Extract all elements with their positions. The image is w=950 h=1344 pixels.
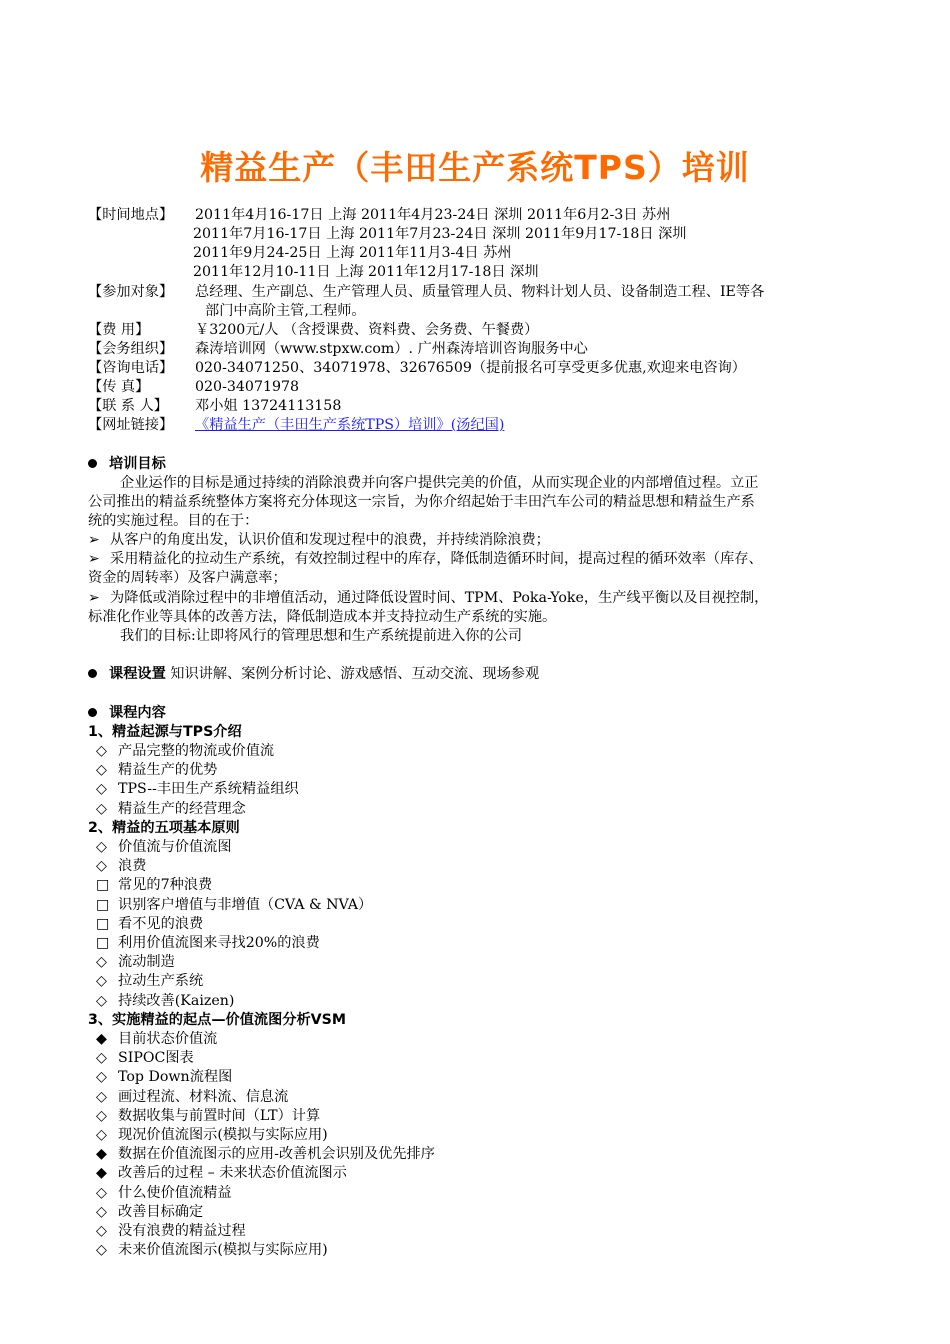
phone-label: 【咨询电话】 <box>88 360 174 376</box>
organizer-label: 【会务组织】 <box>88 341 174 357</box>
list-item-text: SIPOC图表 <box>118 1050 194 1067</box>
list-item-text: 改善目标确定 <box>118 1203 204 1220</box>
list-item <box>96 1049 194 1068</box>
diamond-icon: ◇ <box>96 1069 107 1086</box>
list-item-text: 看不见的浪费 <box>118 915 204 932</box>
diamond-icon: ◇ <box>96 781 107 798</box>
list-item-text: Top Down流程图 <box>118 1069 233 1086</box>
list-item <box>96 896 372 915</box>
bullet-icon <box>88 669 97 678</box>
list-item <box>96 953 175 972</box>
list-item-text: 产品完整的物流或价值流 <box>118 743 275 759</box>
list-item-text: 利用价值流图来寻找20%的浪费 <box>118 935 320 951</box>
fee-label: 【费 用】 <box>88 322 150 338</box>
list-item-text: 精益生产的优势 <box>118 762 218 779</box>
list-item-text: 未来价值流图示(模拟与实际应用) <box>118 1242 328 1259</box>
diamond-icon: ◇ <box>96 954 107 971</box>
bullet-icon <box>88 459 97 468</box>
time-line: 2011年7月16-17日 上海 2011年7月23-24日 深圳 2011年9月17-18日 深圳 <box>193 226 687 242</box>
audience-line: 总经理、生产副总、生产管理人员、质量管理人员、物料计划人员、设备制造工程、IE等各 <box>195 284 765 300</box>
list-item <box>96 1203 203 1222</box>
diamond-icon: ◇ <box>96 858 107 875</box>
list-item <box>96 800 246 819</box>
diamond-icon: ◇ <box>96 1088 107 1105</box>
list-item-text: TPS--丰田生产系统精益组织 <box>118 781 299 798</box>
diamond-icon: ◇ <box>96 973 107 990</box>
list-item-text: 常见的7种浪费 <box>118 877 213 894</box>
course-setup-heading: 课程设置 <box>109 666 166 682</box>
list-item <box>96 1164 347 1183</box>
diamond-icon: ◇ <box>96 1050 107 1067</box>
list-item-text: 持续改善(Kaizen) <box>118 992 235 1009</box>
list-item <box>96 1030 217 1049</box>
objectives-paragraph-line: 公司推出的精益系统整体方案将充分体现这一宗旨，为你介绍起始于丰田汽车公司的精益思想和精益生产系 <box>88 494 755 510</box>
page-title: 精益生产（丰田生产系统TPS）培训 <box>200 148 750 187</box>
filled-diamond-icon: ◆ <box>96 1031 107 1047</box>
diamond-icon: ◇ <box>96 1107 107 1124</box>
list-item <box>96 1088 288 1107</box>
diamond-icon: ◇ <box>96 1203 107 1220</box>
arrow-bullet-icon: ➢ <box>88 551 100 567</box>
audience-label: 【参加对象】 <box>88 284 174 300</box>
list-item <box>96 1068 232 1087</box>
objectives-goal: 我们的目标:让即将风行的管理思想和生产系统提前进入你的公司 <box>120 628 523 644</box>
list-item <box>96 761 217 780</box>
course-setup-text: 知识讲解、案例分析讨论、游戏感悟、互动交流、现场参观 <box>170 666 540 682</box>
list-item-text: 没有浪费的精益过程 <box>118 1223 246 1239</box>
objective-point: ➢ 为降低或消除过程中的非增值活动，通过降低设置时间、TPM、Poka-Yoke，生产线平衡以及目视控制， <box>88 590 769 606</box>
course-content-heading: 课程内容 <box>88 704 166 723</box>
list-item-text: 改善后的过程 – 未来状态价值流图示 <box>118 1165 347 1182</box>
diamond-icon: ◇ <box>96 1242 107 1259</box>
link-label: 【网址链接】 <box>88 417 174 433</box>
bullet-icon <box>88 708 97 717</box>
list-item-text: 浪费 <box>118 858 147 875</box>
phone-value: 020-34071250、34071978、32676509（提前报名可享受更多优惠,欢迎来电咨询） <box>195 360 746 376</box>
list-item <box>96 1184 232 1203</box>
section-title: 1、精益起源与TPS介绍 <box>88 724 242 740</box>
list-item-text: 数据收集与前置时间（LT）计算 <box>118 1107 321 1124</box>
list-item-text: 画过程流、材料流、信息流 <box>118 1088 289 1105</box>
list-item-text: 现况价值流图示(模拟与实际应用) <box>118 1127 328 1143</box>
list-item-text: 数据在价值流图示的应用-改善机会识别及优先排序 <box>118 1146 435 1163</box>
filled-diamond-icon: ◆ <box>96 1146 107 1163</box>
list-item <box>96 1126 328 1145</box>
time-line: 2011年4月16-17日 上海 2011年4月23-24日 深圳 2011年6月2-3日 苏州 <box>195 207 671 223</box>
list-item <box>96 934 320 953</box>
diamond-icon: ◇ <box>96 762 107 779</box>
course-setup <box>88 665 539 684</box>
arrow-bullet-icon: ➢ <box>88 532 100 548</box>
diamond-icon: ◇ <box>96 800 107 817</box>
list-item <box>96 915 203 934</box>
list-item-text: 拉动生产系统 <box>118 973 204 990</box>
list-item-text: 目前状态价值流 <box>118 1031 218 1047</box>
contact-value: 邓小姐 13724113158 <box>195 398 342 414</box>
square-icon: □ <box>96 935 110 951</box>
square-icon: □ <box>96 915 110 932</box>
contact-label: 【联 系 人】 <box>88 398 168 414</box>
fee-value: ￥3200元/人 （含授课费、资料费、会务费、午餐费） <box>195 322 539 338</box>
time-label: 【时间地点】 <box>88 207 174 223</box>
list-item <box>96 1107 320 1126</box>
square-icon: □ <box>96 877 110 894</box>
list-item <box>96 857 146 876</box>
section-title: 2、精益的五项基本原则 <box>88 820 240 836</box>
time-line: 2011年9月24-25日 上海 2011年11月3-4日 苏州 <box>193 245 512 261</box>
section-title: 3、实施精益的起点—价值流图分析VSM <box>88 1012 347 1028</box>
objective-point-cont: 资金的周转率）及客户满意率； <box>88 570 287 586</box>
diamond-icon: ◇ <box>96 1127 107 1143</box>
filled-diamond-icon: ◆ <box>96 1165 107 1182</box>
objectives-paragraph-line: 企业运作的目标是通过持续的消除浪费并向客户提供完美的价值，从而实现企业的内部增值过程。立正 <box>120 475 759 491</box>
organizer-value: 森涛培训网（www.stpxw.com）. 广州森涛培训咨询服务中心 <box>195 341 588 357</box>
list-item <box>96 972 203 991</box>
diamond-icon: ◇ <box>96 1184 107 1201</box>
objective-point-cont: 标准化作业等具体的改善方法，降低制造成本并支持拉动生产系统的实施。 <box>88 609 557 625</box>
list-item <box>96 992 234 1011</box>
objective-point: ➢ 从客户的角度出发，认识价值和发现过程中的浪费，并持续消除浪费； <box>88 532 550 548</box>
course-link[interactable]: 《精益生产（丰田生产系统TPS）培训》(汤纪国) <box>195 417 505 433</box>
time-line: 2011年12月10-11日 上海 2011年12月17-18日 深圳 <box>193 264 539 280</box>
list-item-text: 流动制造 <box>118 954 175 971</box>
list-item <box>96 838 232 857</box>
objectives-heading: 培训目标 <box>88 455 166 474</box>
fax-label: 【传 真】 <box>88 379 150 395</box>
objectives-paragraph-line: 统的实施过程。目的在于： <box>88 513 259 529</box>
list-item-text: 价值流与价值流图 <box>118 839 232 855</box>
list-item-text: 什么使价值流精益 <box>118 1184 232 1201</box>
square-icon: □ <box>96 896 110 913</box>
list-item <box>96 780 299 799</box>
list-item-text: 识别客户增值与非增值（CVA & NVA） <box>118 896 373 913</box>
list-item-text: 精益生产的经营理念 <box>118 800 246 817</box>
list-item <box>96 876 212 895</box>
fax-value: 020-34071978 <box>195 379 300 395</box>
arrow-bullet-icon: ➢ <box>88 590 100 606</box>
objective-point: ➢ 采用精益化的拉动生产系统，有效控制过程中的库存，降低制造循环时间，提高过程的循环效率（库存、 <box>88 551 763 567</box>
diamond-icon: ◇ <box>96 743 107 759</box>
list-item <box>96 1222 246 1241</box>
list-item <box>96 742 274 761</box>
list-item <box>96 1241 328 1260</box>
diamond-icon: ◇ <box>96 992 107 1009</box>
list-item <box>96 1145 435 1164</box>
diamond-icon: ◇ <box>96 1223 107 1239</box>
audience-line: 部门中高阶主管,工程师。 <box>205 303 366 319</box>
diamond-icon: ◇ <box>96 839 107 855</box>
